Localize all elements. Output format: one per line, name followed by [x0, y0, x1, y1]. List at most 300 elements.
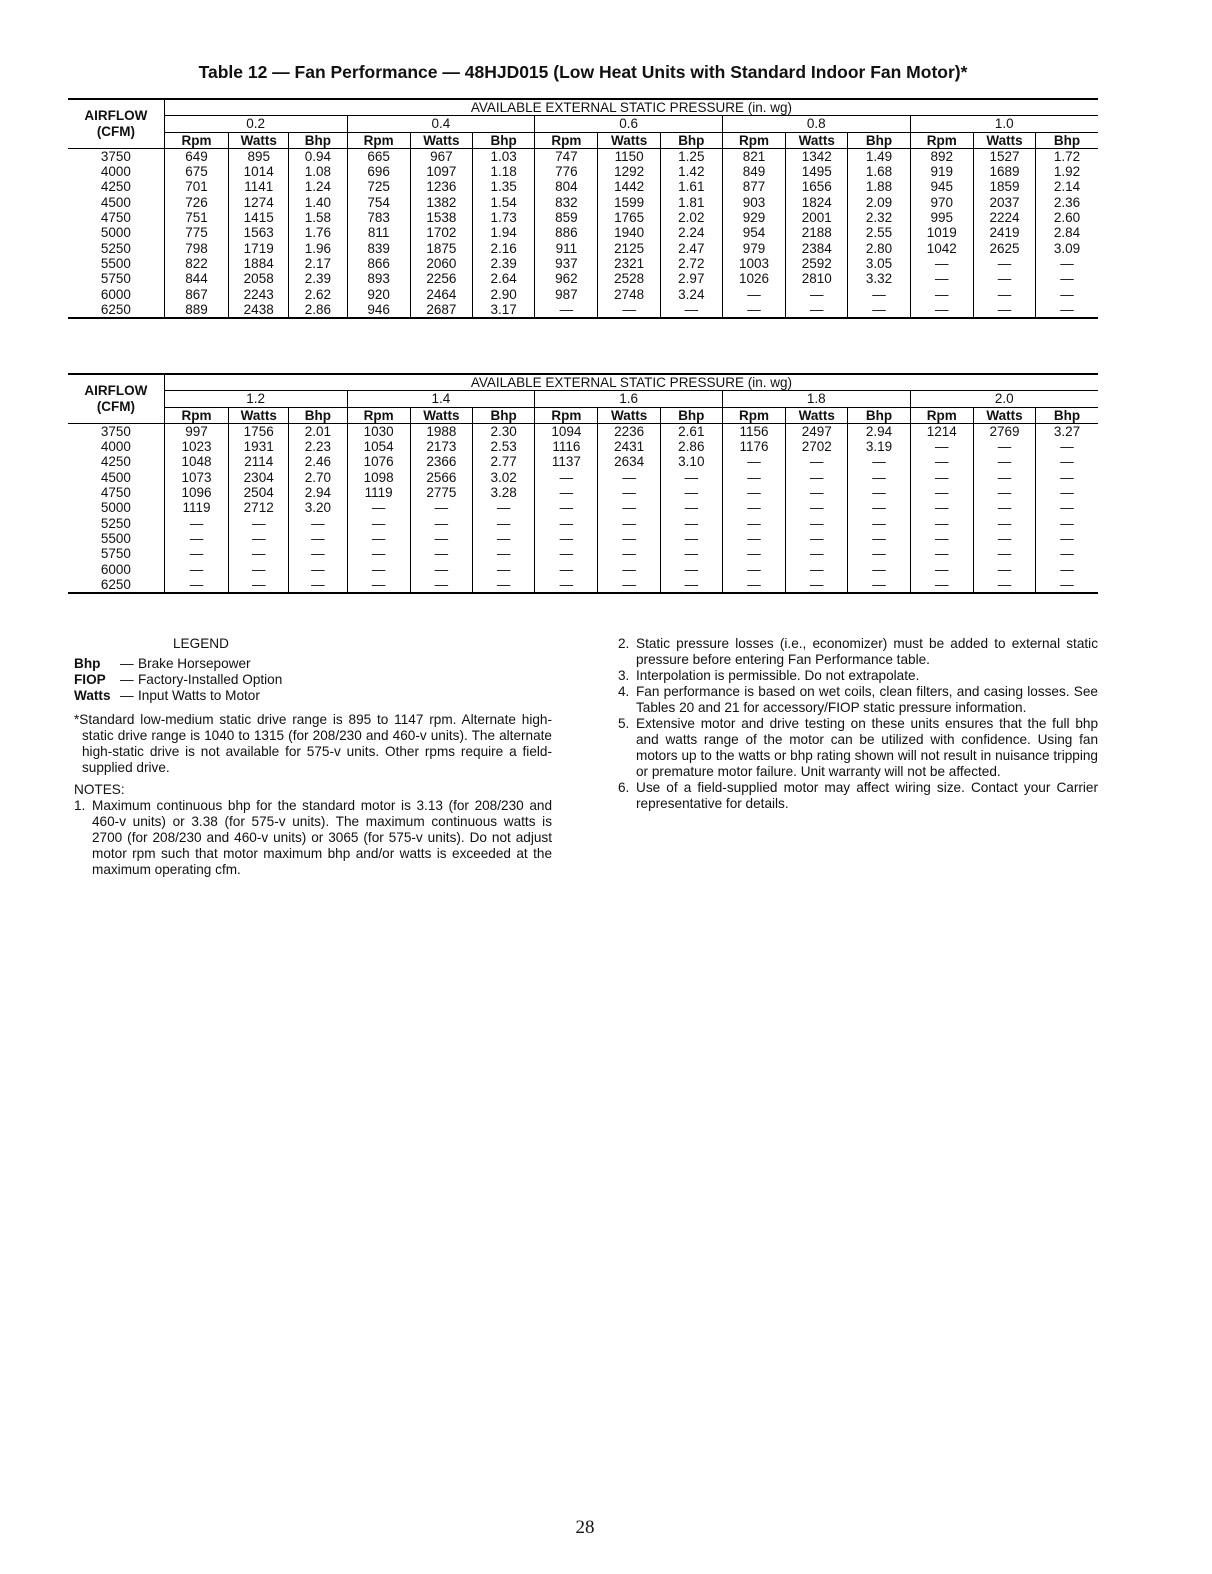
subcol-header-watts: Watts: [229, 407, 289, 423]
table-cell: 1.96: [289, 241, 347, 256]
note-item: [618, 780, 1098, 812]
subcol-header-watts: Watts: [598, 132, 660, 148]
subcol-header-bhp: Bhp: [1036, 132, 1098, 148]
table-cell: —: [910, 516, 973, 531]
table-cell: —: [1036, 531, 1098, 546]
note-text: Extensive motor and drive testing on these units ensures that the full bhp and watts range of the motor can be utilized with confidence. Using fan motors up to the watts or bhp rating shown will not result in nuisance tripping or premature motor failure. Unit warranty will not be affected.: [636, 716, 1098, 779]
table-cell: —: [1036, 500, 1098, 515]
legend-dash: —: [120, 672, 134, 687]
table-cell: 911: [535, 241, 598, 256]
table-cell: 1098: [347, 470, 410, 485]
table-cell: 821: [722, 148, 785, 164]
table-cell: —: [722, 500, 785, 515]
table-cell: —: [347, 546, 410, 561]
table-cell: 649: [164, 148, 228, 164]
pressure-header: 0.6: [535, 116, 723, 132]
table-cell: 1076: [347, 454, 410, 469]
airflow-value: 4000: [100, 164, 131, 180]
note-item: [618, 716, 1098, 780]
table-cell: —: [722, 470, 785, 485]
airflow-value: 6000: [100, 286, 131, 302]
table-cell: 2.55: [848, 225, 910, 240]
table-cell: 2321: [598, 256, 660, 271]
subcol-header-rpm: Rpm: [535, 132, 598, 148]
table-cell: 2687: [410, 302, 472, 318]
table-cell: 954: [722, 225, 785, 240]
note-item: [618, 668, 1098, 684]
table-cell: —: [848, 516, 910, 531]
airflow-value: 5000: [100, 225, 131, 241]
subcol-header-bhp: Bhp: [848, 132, 910, 148]
table-cell: 1.92: [1036, 164, 1098, 179]
table-cell: 3.09: [1036, 241, 1098, 256]
table-row: [68, 195, 1098, 210]
table-cell: 2.70: [289, 470, 347, 485]
table-row: [68, 423, 1098, 439]
table-cell: —: [848, 287, 910, 302]
table-cell: 1097: [410, 164, 472, 179]
table-cell: —: [535, 562, 598, 577]
table-cell: —: [910, 287, 973, 302]
table-cell: 2384: [786, 241, 848, 256]
table-cell: 866: [347, 256, 410, 271]
table-cell: —: [973, 531, 1035, 546]
table-cell: 1292: [598, 164, 660, 179]
table-cell: 1.18: [473, 164, 535, 179]
table-cell: —: [598, 485, 660, 500]
airflow-unit-label: (CFM): [96, 123, 136, 139]
table-cell: 1859: [973, 179, 1035, 194]
table-cell: 2.47: [660, 241, 722, 256]
subcol-header-rpm: Rpm: [910, 132, 973, 148]
table-cell: —: [1036, 454, 1098, 469]
table-cell: 1824: [786, 195, 848, 210]
table-cell: 919: [910, 164, 973, 179]
table-row: [68, 164, 1098, 179]
table-cell: 1176: [722, 439, 785, 454]
table-cell: —: [289, 546, 347, 561]
airflow-value: 4000: [100, 439, 131, 455]
table-cell: 867: [164, 287, 228, 302]
table-cell: 3.10: [660, 454, 722, 469]
table-cell: 1054: [347, 439, 410, 454]
table-cell: —: [786, 302, 848, 318]
table-cell: —: [164, 546, 228, 561]
table-cell: 2114: [229, 454, 289, 469]
table-cell: 2236: [598, 423, 660, 439]
table-cell: 1214: [910, 423, 973, 439]
table-cell: —: [473, 546, 535, 561]
table-cell: —: [164, 531, 228, 546]
pressure-header: 0.8: [722, 116, 910, 132]
table-cell: 859: [535, 210, 598, 225]
table-cell: 2431: [598, 439, 660, 454]
table-row: [68, 470, 1098, 485]
table-cell: —: [598, 531, 660, 546]
table-cell: —: [473, 577, 535, 593]
table-cell: —: [973, 256, 1035, 271]
pressure-header: 0.4: [347, 116, 535, 132]
table-cell: 1030: [347, 423, 410, 439]
note-item: [618, 684, 1098, 716]
table-cell: 1019: [910, 225, 973, 240]
table-cell: —: [973, 562, 1035, 577]
table-cell: —: [535, 500, 598, 515]
table-cell: 1702: [410, 225, 472, 240]
table-cell: 1563: [229, 225, 289, 240]
table-cell: 945: [910, 179, 973, 194]
table-cell: 726: [164, 195, 228, 210]
table-row: [68, 148, 1098, 164]
table-cell: —: [722, 562, 785, 577]
table-cell: 725: [347, 179, 410, 194]
table-cell: 1382: [410, 195, 472, 210]
table-cell: —: [722, 485, 785, 500]
table-cell: —: [347, 577, 410, 593]
table-cell: 1150: [598, 148, 660, 164]
note-number: 6.: [618, 780, 630, 795]
airflow-value: 6000: [100, 561, 131, 577]
note-text: Fan performance is based on wet coils, clean filters, and casing losses. See Tables 20 and 21 for accessory/FIOP static pressure information.: [636, 684, 1098, 715]
table-cell: —: [786, 454, 848, 469]
table-cell: —: [848, 562, 910, 577]
table-cell: —: [660, 546, 722, 561]
table-cell: 895: [229, 148, 289, 164]
airflow-value: 5500: [100, 530, 131, 546]
pressure-header: 1.8: [722, 391, 910, 407]
table-cell: 1094: [535, 423, 598, 439]
table-cell: 1.72: [1036, 148, 1098, 164]
table-cell: 3.24: [660, 287, 722, 302]
table-cell: —: [786, 546, 848, 561]
table-cell: 1137: [535, 454, 598, 469]
table-cell: —: [229, 546, 289, 561]
table-cell: 1599: [598, 195, 660, 210]
table-cell: 2.84: [1036, 225, 1098, 240]
table-cell: 1119: [347, 485, 410, 500]
table-cell: —: [848, 546, 910, 561]
table-cell: 1.08: [289, 164, 347, 179]
table-cell: 2497: [786, 423, 848, 439]
table-row: [68, 302, 1098, 318]
table-cell: —: [660, 531, 722, 546]
table-cell: —: [229, 531, 289, 546]
table-cell: —: [848, 470, 910, 485]
subcol-header-rpm: Rpm: [164, 132, 228, 148]
table-cell: —: [660, 562, 722, 577]
subcol-header-bhp: Bhp: [660, 132, 722, 148]
subcol-header-watts: Watts: [973, 132, 1035, 148]
table-cell: 2.86: [289, 302, 347, 318]
table-cell: —: [910, 485, 973, 500]
legend-title: LEGEND: [173, 636, 229, 651]
subcol-header-rpm: Rpm: [910, 407, 973, 423]
table-cell: —: [848, 577, 910, 593]
subcol-header-rpm: Rpm: [722, 132, 785, 148]
table-cell: —: [229, 577, 289, 593]
table-row: [68, 241, 1098, 256]
table-cell: 849: [722, 164, 785, 179]
legend-item: [74, 656, 552, 672]
table-cell: —: [722, 577, 785, 593]
table-cell: —: [786, 531, 848, 546]
table-cell: —: [786, 500, 848, 515]
table-cell: —: [164, 516, 228, 531]
table-cell: —: [347, 562, 410, 577]
legend-item: [74, 688, 552, 704]
table-cell: 2528: [598, 271, 660, 286]
table-cell: —: [598, 577, 660, 593]
table-cell: —: [535, 485, 598, 500]
table-row: [68, 454, 1098, 469]
subcol-header-bhp: Bhp: [289, 407, 347, 423]
table-cell: 1014: [229, 164, 289, 179]
airflow-value: 6250: [68, 302, 164, 318]
table-cell: 970: [910, 195, 973, 210]
table-cell: 1875: [410, 241, 472, 256]
table-cell: 2.23: [289, 439, 347, 454]
subcol-header-watts: Watts: [229, 132, 289, 148]
table-cell: 2.30: [473, 423, 535, 439]
table-cell: 747: [535, 148, 598, 164]
table-cell: 2058: [229, 271, 289, 286]
table-cell: —: [973, 516, 1035, 531]
table-cell: —: [722, 531, 785, 546]
table-cell: 1442: [598, 179, 660, 194]
table-cell: —: [410, 500, 472, 515]
table-cell: 892: [910, 148, 973, 164]
table-cell: —: [910, 470, 973, 485]
table-cell: 2.02: [660, 210, 722, 225]
legend-desc: Input Watts to Motor: [138, 688, 260, 703]
table-cell: 1026: [722, 271, 785, 286]
table-cell: 2.01: [289, 423, 347, 439]
table-cell: —: [910, 256, 973, 271]
table-cell: 1042: [910, 241, 973, 256]
legend-desc: Brake Horsepower: [138, 656, 251, 671]
table-cell: 1940: [598, 225, 660, 240]
table-cell: —: [1036, 562, 1098, 577]
table-cell: 3.05: [848, 256, 910, 271]
table-row: [68, 577, 1098, 593]
table-cell: 3.19: [848, 439, 910, 454]
table-cell: —: [1036, 439, 1098, 454]
table-cell: 1156: [722, 423, 785, 439]
table-cell: —: [1036, 577, 1098, 593]
table-cell: 701: [164, 179, 228, 194]
legend-abbr: FIOP: [74, 672, 106, 687]
table-cell: —: [786, 485, 848, 500]
table-cell: —: [973, 271, 1035, 286]
table-cell: 2464: [410, 287, 472, 302]
table-cell: 903: [722, 195, 785, 210]
subcol-header-watts: Watts: [410, 407, 472, 423]
table-cell: 2702: [786, 439, 848, 454]
table-cell: 2125: [598, 241, 660, 256]
table-cell: 2748: [598, 287, 660, 302]
table-cell: 2.14: [1036, 179, 1098, 194]
note-number: 4.: [618, 684, 630, 699]
table-cell: 1.58: [289, 210, 347, 225]
table-cell: 1765: [598, 210, 660, 225]
table-cell: 2566: [410, 470, 472, 485]
table-cell: —: [289, 531, 347, 546]
table-cell: 2.17: [289, 256, 347, 271]
table-row: [68, 225, 1098, 240]
table-cell: 1884: [229, 256, 289, 271]
table-cell: 2060: [410, 256, 472, 271]
table-cell: 2188: [786, 225, 848, 240]
table-cell: 2.39: [289, 271, 347, 286]
table-cell: —: [598, 500, 660, 515]
table-cell: 1003: [722, 256, 785, 271]
table-cell: 1119: [164, 500, 228, 515]
table-cell: —: [598, 546, 660, 561]
table-cell: 1931: [229, 439, 289, 454]
table-cell: —: [848, 500, 910, 515]
table-cell: 1116: [535, 439, 598, 454]
table-cell: —: [910, 271, 973, 286]
note-text: Maximum continuous bhp for the standard motor is 3.13 (for 208/230 and 460-v units) or 3.38 (for 575-v units). The maximum continuous watts is 2700 (for 208/230 and 460-v units) or 3065 (for 575-v units). Do not adjust motor rpm such that motor maximum bhp and/or watts is exceeded at the maximum operating cfm.: [92, 798, 552, 877]
table-cell: —: [660, 485, 722, 500]
note-number: 2.: [618, 636, 630, 651]
table-cell: 798: [164, 241, 228, 256]
table-cell: —: [660, 302, 722, 318]
table-cell: 1274: [229, 195, 289, 210]
table-cell: —: [347, 500, 410, 515]
note-item: [74, 798, 552, 878]
subcol-header-bhp: Bhp: [1036, 407, 1098, 423]
table-cell: 2.32: [848, 210, 910, 225]
table-cell: 0.94: [289, 148, 347, 164]
table-cell: 2.97: [660, 271, 722, 286]
table-cell: 2173: [410, 439, 472, 454]
subcol-header-bhp: Bhp: [473, 407, 535, 423]
subcol-header-watts: Watts: [786, 132, 848, 148]
subcol-header-bhp: Bhp: [660, 407, 722, 423]
table-cell: 1.61: [660, 179, 722, 194]
table-cell: 995: [910, 210, 973, 225]
table-cell: —: [535, 302, 598, 318]
table-cell: 3.32: [848, 271, 910, 286]
subcol-header-rpm: Rpm: [164, 407, 228, 423]
table-cell: 783: [347, 210, 410, 225]
table-cell: 1.76: [289, 225, 347, 240]
pressure-header: 1.2: [164, 391, 347, 407]
table-cell: 1415: [229, 210, 289, 225]
table-cell: 1.81: [660, 195, 722, 210]
legend-list: [74, 656, 552, 704]
table-cell: 2712: [229, 500, 289, 515]
table-cell: —: [347, 531, 410, 546]
table-cell: —: [660, 500, 722, 515]
table-cell: 2.53: [473, 439, 535, 454]
table-cell: —: [910, 454, 973, 469]
table-cell: —: [473, 500, 535, 515]
table-cell: 1527: [973, 148, 1035, 164]
table-cell: 1141: [229, 179, 289, 194]
subcol-header-rpm: Rpm: [347, 407, 410, 423]
table-cell: 804: [535, 179, 598, 194]
table-cell: 2.61: [660, 423, 722, 439]
table-cell: 2769: [973, 423, 1035, 439]
table-cell: —: [910, 302, 973, 318]
table-cell: 1023: [164, 439, 228, 454]
table-cell: —: [1036, 287, 1098, 302]
table-row: [68, 562, 1098, 577]
table-cell: 1988: [410, 423, 472, 439]
airflow-value: 4250: [100, 454, 131, 470]
table-cell: 2625: [973, 241, 1035, 256]
table-cell: —: [535, 470, 598, 485]
footnote: *Standard low-medium static drive range is 895 to 1147 rpm. Alternate high-static drive range is 1040 to 1315 (for 208/230 and 460-v units). The alternate high-static drive is not available for 575-v units. Other rpms require a field-supplied drive.: [74, 712, 552, 775]
table-cell: 3.28: [473, 485, 535, 500]
table-cell: 2243: [229, 287, 289, 302]
table-cell: 1538: [410, 210, 472, 225]
table-cell: 987: [535, 287, 598, 302]
table-cell: 811: [347, 225, 410, 240]
table-cell: —: [410, 577, 472, 593]
table-cell: 2001: [786, 210, 848, 225]
airflow-value: 5750: [100, 546, 131, 562]
table-cell: —: [848, 302, 910, 318]
table-cell: 2037: [973, 195, 1035, 210]
table-cell: —: [410, 531, 472, 546]
table-cell: —: [848, 454, 910, 469]
airflow-value: 6250: [68, 577, 164, 593]
table-cell: 1236: [410, 179, 472, 194]
table-cell: 2634: [598, 454, 660, 469]
table-cell: 3.20: [289, 500, 347, 515]
airflow-unit-label: (CFM): [96, 398, 136, 414]
airflow-value: 3750: [100, 148, 131, 164]
table-cell: 946: [347, 302, 410, 318]
table-cell: —: [910, 577, 973, 593]
table-cell: —: [535, 516, 598, 531]
table-cell: 2.86: [660, 439, 722, 454]
table-cell: —: [973, 470, 1035, 485]
table-cell: 1.25: [660, 148, 722, 164]
table-row: [68, 546, 1098, 561]
table-cell: —: [347, 516, 410, 531]
airflow-value: 5500: [100, 255, 131, 271]
table-cell: 2504: [229, 485, 289, 500]
table-cell: 751: [164, 210, 228, 225]
table-cell: 2.60: [1036, 210, 1098, 225]
table-cell: 1342: [786, 148, 848, 164]
airflow-value: 4500: [100, 194, 131, 210]
table-row: [68, 179, 1098, 194]
table-cell: 1.40: [289, 195, 347, 210]
table-cell: 775: [164, 225, 228, 240]
table-cell: —: [1036, 302, 1098, 318]
pressure-header: 1.4: [347, 391, 535, 407]
esp-header: AVAILABLE EXTERNAL STATIC PRESSURE (in. wg): [164, 99, 1098, 116]
table-cell: 1.73: [473, 210, 535, 225]
airflow-header: [68, 374, 164, 423]
table-cell: 2.90: [473, 287, 535, 302]
table-cell: —: [164, 577, 228, 593]
airflow-value: 4750: [100, 210, 131, 226]
table-cell: 967: [410, 148, 472, 164]
table-cell: —: [1036, 546, 1098, 561]
table-cell: 2.80: [848, 241, 910, 256]
notes-right-list: [618, 636, 1098, 812]
table-cell: —: [722, 516, 785, 531]
table-cell: —: [1036, 256, 1098, 271]
table-cell: 2.16: [473, 241, 535, 256]
table-cell: 937: [535, 256, 598, 271]
